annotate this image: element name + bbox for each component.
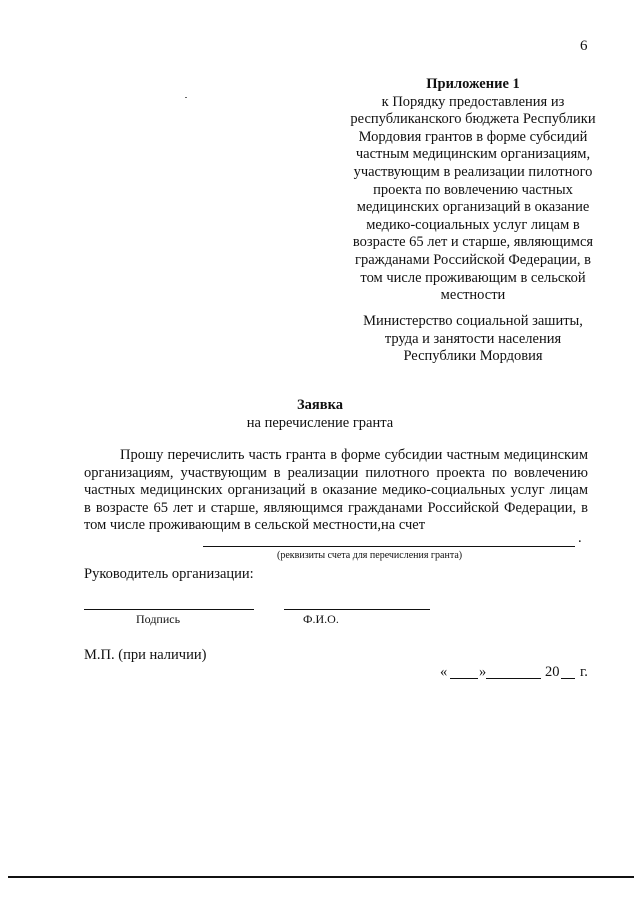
signature-caption: Подпись	[136, 612, 181, 626]
date-month-field[interactable]	[486, 678, 541, 679]
application-title: Заявка	[297, 397, 343, 413]
recipient-line: Республики Мордовия	[403, 348, 543, 365]
annex-line: проекта по вовлечению частных	[373, 181, 573, 198]
annex-line: местности	[440, 287, 506, 304]
date-year-suffix: г.	[580, 664, 588, 680]
head-of-organization-label: Руководитель организации:	[84, 566, 254, 582]
page-number: 6	[580, 38, 588, 54]
annex-block	[318, 76, 628, 305]
account-end-period: .	[578, 530, 582, 546]
recipient-line: Министерство социальной зашиты,	[363, 313, 583, 329]
annex-line: медико-социальных услуг лицам в	[366, 216, 580, 233]
scan-speck	[185, 97, 187, 98]
application-heading	[0, 397, 640, 432]
account-details-field[interactable]	[203, 546, 575, 547]
signature-field[interactable]	[84, 609, 254, 610]
date-year-field[interactable]	[561, 678, 575, 679]
annex-line: республиканского бюджета Республики	[350, 111, 596, 128]
annex-line: участвующим в реализации пилотного	[353, 163, 593, 180]
annex-line: гражданами Российской Федерации, в	[355, 251, 591, 268]
date-day-field[interactable]	[450, 678, 478, 679]
account-caption: (реквизиты счета для перечисления гранта)	[277, 550, 463, 561]
annex-line: к Порядку предоставления из	[381, 93, 565, 110]
annex-title: Приложение 1	[426, 76, 520, 92]
date-close-quote: »	[479, 664, 487, 680]
full-name-caption: Ф.И.О.	[303, 612, 339, 626]
stamp-label: М.П. (при наличии)	[84, 647, 207, 663]
application-subtitle: на перечисление гранта	[246, 414, 394, 431]
page-bottom-rule	[8, 876, 634, 878]
annex-line: возрасте 65 лет и старше, являющимся	[352, 234, 594, 251]
recipient-line: труда и занятости населения	[384, 330, 562, 347]
annex-line: частным медицинским организациям,	[355, 146, 591, 163]
recipient-block	[318, 313, 628, 366]
annex-line: медицинских организаций в оказание	[356, 199, 590, 216]
annex-line: том числе проживающим в сельской	[360, 269, 586, 286]
date-year-prefix: 20	[545, 664, 560, 680]
request-paragraph: Прошу перечислить часть гранта в форме субсидии частным медицинским организациям, участвующим в реализации пилотного проекта по вовлечению частных медицинских организаций в оказание медико-социальных услуг лицам в возрасте 65 лет и старше, являющимся гражданами Российской Федерации, в том числе проживающим в сельской местности,на счет	[84, 447, 588, 533]
full-name-field[interactable]	[284, 609, 430, 610]
annex-line: Мордовия грантов в форме субсидий	[358, 128, 588, 145]
date-open-quote: «	[440, 664, 448, 680]
